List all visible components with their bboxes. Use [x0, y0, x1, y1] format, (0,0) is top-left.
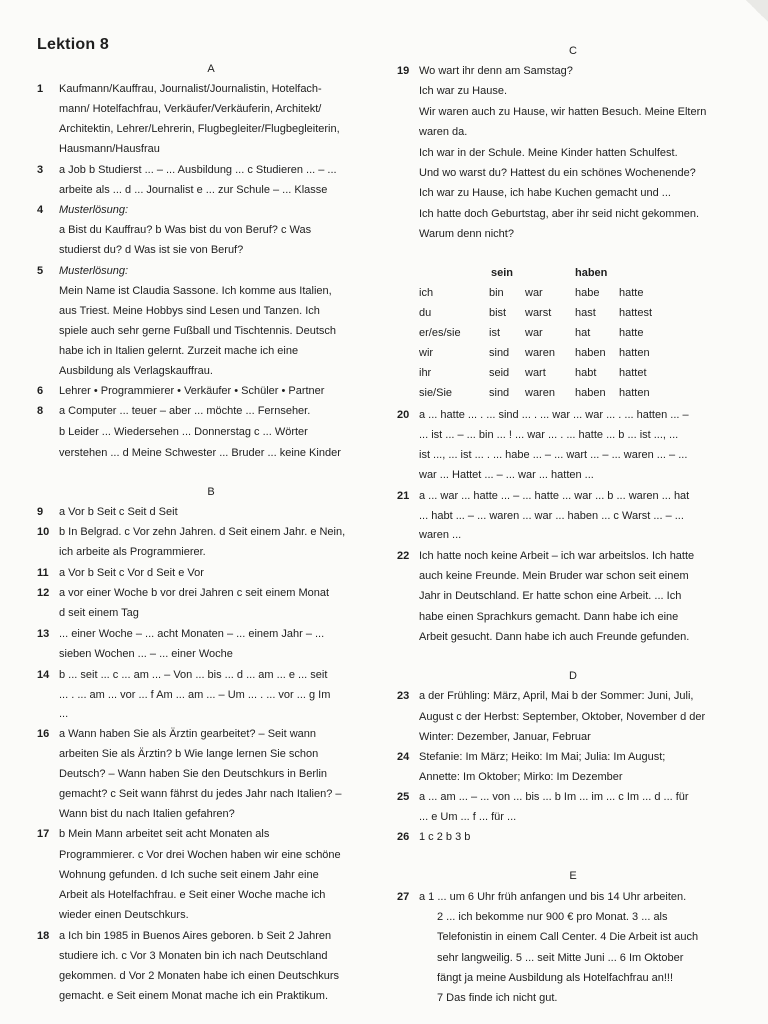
exercise-text: a ... am ... – ... von ... bis ... b Im ... im ... c Im ... d ... für — [419, 791, 689, 803]
table-cell: haben — [575, 347, 606, 359]
exercise-text: a Job b Studierst ... – ... Ausbildung ... c Studieren ... – ... — [59, 164, 337, 176]
table-header-sein: sein — [491, 267, 514, 279]
exercise-18-line-3: gekommen. d Vor 2 Monaten habe ich einen Deutschkurs — [59, 970, 340, 982]
table-cell: seid — [489, 367, 510, 379]
exercise-16-line-2: arbeiten Sie als Ärztin? b Wie lange lernen Sie schon — [59, 748, 319, 760]
exercise-number: 25 — [397, 791, 410, 803]
exercise-number: 20 — [397, 409, 410, 421]
exercise-text: a ... hatte ... . ... sind ... . ... war ... war ... . ... hatten ... – — [419, 409, 689, 421]
exercise-text: ... einer Woche – ... acht Monaten – ... einem Jahr – ... — [59, 628, 325, 640]
exercise-number: 22 — [397, 550, 410, 562]
exercise-22-line-5: Arbeit gesucht. Dann habe ich auch Freunde gefunden. — [419, 631, 690, 643]
exercise-5-line-4: spiele auch sehr gerne Fußball und Tischtennis. Deutsch — [59, 325, 336, 337]
table-cell: habt — [575, 367, 597, 379]
exercise-number: 1 — [37, 83, 44, 95]
table-cell: hattet — [619, 367, 647, 379]
exercise-1-line-4: Hausmann/Hausfrau — [59, 143, 160, 155]
exercise-number: 23 — [397, 690, 410, 702]
exercise-19-line-9: Warum denn nicht? — [419, 228, 514, 240]
exercise-27-line-6: 7 Das finde ich nicht gut. — [437, 992, 558, 1004]
exercise-text: b ... seit ... c ... am ... – Von ... bis ... d ... am ... e ... seit — [59, 669, 328, 681]
exercise-number: 11 — [37, 567, 49, 579]
table-cell: wir — [419, 347, 434, 359]
exercise-16-line-4: gemacht? c Seit wann fährst du jedes Jahr nach Italien? – — [59, 788, 342, 800]
section-e-heading: E — [569, 870, 577, 882]
table-cell: hatten — [619, 387, 650, 399]
exercise-22-line-2: auch keine Freunde. Mein Bruder war schon seit einem — [419, 570, 689, 582]
exercise-21-line-2: ... habt ... – ... waren ... war ... haben ... c Warst ... – ... — [419, 510, 684, 522]
table-cell: bist — [489, 307, 507, 319]
exercise-18-line-2: studiere ich. c Vor 3 Monaten bin ich nach Deutschland — [59, 950, 328, 962]
exercise-text: a vor einer Woche b vor drei Jahren c seit einem Monat — [59, 587, 330, 599]
exercise-27-line-5: fängt ja meine Ausbildung als Hotelfachfrau an!!! — [437, 972, 674, 984]
exercise-19-line-5: Ich war in der Schule. Meine Kinder hatten Schulfest. — [419, 147, 678, 159]
exercise-number: 19 — [397, 65, 410, 77]
exercise-text: a der Frühling: März, April, Mai b der Sommer: Juni, Juli, — [419, 690, 694, 702]
exercise-17-line-5: wieder einen Deutschkurs. — [59, 909, 189, 921]
exercise-5-line-6: Ausbildung als Verlagskauffrau. — [59, 365, 213, 377]
exercise-text: a Wann haben Sie als Ärztin gearbeitet? – Seit wann — [59, 728, 317, 740]
exercise-20-line-4: war ... Hattet ... – ... war ... hatten ... — [419, 469, 594, 481]
exercise-1-line-3: Architektin, Lehrer/Lehrerin, Flugbegleiter/Flugbegleiterin, — [59, 123, 340, 135]
section-c-heading: C — [569, 45, 577, 57]
table-cell: ihr — [419, 367, 432, 379]
exercise-number: 9 — [37, 506, 44, 518]
exercise-27-line-3: Telefonistin in einem Call Center. 4 Die Arbeit ist auch — [437, 931, 699, 943]
table-cell: waren — [525, 347, 555, 359]
exercise-text: Stefanie: Im März; Heiko: Im Mai; Julia: Im August; — [419, 751, 666, 763]
exercise-text: 1 c 2 b 3 b — [419, 831, 471, 843]
exercise-8-line-2: b Leider ... Wiedersehen ... Donnerstag c ... Wörter — [59, 426, 308, 438]
table-header-haben: haben — [575, 267, 608, 279]
table-cell: wart — [525, 367, 546, 379]
exercise-17-line-4: Arbeit als Hotelfachfrau. e Seit einer Woche mache ich — [59, 889, 326, 901]
exercise-19-line-3: Wir waren auch zu Hause, wir hatten Besuch. Meine Eltern — [419, 106, 707, 118]
table-cell: war — [525, 287, 543, 299]
exercise-number: 27 — [397, 891, 410, 903]
exercise-text: a Computer ... teuer – aber ... möchte ... Fernseher. — [59, 405, 311, 417]
exercise-text: Ich hatte noch keine Arbeit – ich war arbeitslos. Ich hatte — [419, 550, 695, 562]
exercise-text: Wo wart ihr denn am Samstag? — [419, 65, 573, 77]
exercise-25-line-2: ... e Um ... f ... für ... — [419, 811, 517, 823]
table-cell: ist — [489, 327, 500, 339]
exercise-17-line-2: Programmierer. c Vor drei Wochen haben wir eine schöne — [59, 849, 341, 861]
table-cell: waren — [525, 387, 555, 399]
table-cell: sie/Sie — [419, 387, 453, 399]
exercise-number: 4 — [37, 204, 44, 216]
exercise-text: Lehrer • Programmierer • Verkäufer • Schüler • Partner — [59, 385, 325, 397]
exercise-text: b Mein Mann arbeitet seit acht Monaten als — [59, 828, 270, 840]
table-cell: bin — [489, 287, 504, 299]
exercise-text: a Vor b Seit c Seit d Seit — [59, 506, 178, 518]
table-cell: hattest — [619, 307, 653, 319]
exercise-18-line-4: gemacht. e Seit einem Monat mache ich ein Praktikum. — [59, 990, 329, 1002]
exercise-16-line-3: Deutsch? – Wann haben Sie den Deutschkurs in Berlin — [59, 768, 328, 780]
exercise-text: b In Belgrad. c Vor zehn Jahren. d Seit einem Jahr. e Nein, — [59, 526, 346, 538]
exercise-21-line-3: waren ... — [419, 529, 462, 541]
exercise-number: 16 — [37, 728, 50, 740]
exercise-13-line-2: sieben Wochen ... – ... einer Woche — [59, 648, 233, 660]
table-cell: sind — [489, 347, 510, 359]
exercise-text: a 1 ... um 6 Uhr früh anfangen und bis 14 Uhr arbeiten. — [419, 891, 687, 903]
exercise-number: 13 — [37, 628, 50, 640]
table-cell: du — [419, 307, 432, 319]
table-cell: hat — [575, 327, 591, 339]
exercise-number: 17 — [37, 828, 50, 840]
exercise-27-line-4: sehr langweilig. 5 ... seit Mitte Juni ... 6 Im Oktober — [437, 952, 684, 964]
table-cell: hatten — [619, 347, 650, 359]
exercise-8-line-3: verstehen ... d Meine Schwester ... Bruder ... keine Kinder — [59, 447, 341, 459]
section-a-heading: A — [207, 63, 215, 75]
exercise-number: 26 — [397, 831, 410, 843]
table-cell: habe — [575, 287, 600, 299]
table-cell: war — [525, 327, 543, 339]
exercise-number: 12 — [37, 587, 50, 599]
conjugation-table — [419, 266, 739, 406]
page-corner-fold — [746, 0, 768, 22]
exercise-19-line-2: Ich war zu Hause. — [419, 85, 508, 97]
exercise-17-line-3: Wohnung gefunden. d Ich suche seit einem Jahr eine — [59, 869, 319, 881]
exercise-24-line-2: Annette: Im Oktober; Mirko: Im Dezember — [419, 771, 623, 783]
table-cell: sind — [489, 387, 510, 399]
exercise-number: 18 — [37, 930, 50, 942]
exercise-number: 5 — [37, 265, 44, 277]
exercise-1-line-2: mann/ Hotelfachfrau, Verkäufer/Verkäuferin, Architekt/ — [59, 103, 322, 115]
exercise-19-line-8: Ich hatte doch Geburtstag, aber ihr seid nicht gekommen. — [419, 208, 700, 220]
exercise-number: 24 — [397, 751, 410, 763]
exercise-19-line-7: Ich war zu Hause, ich habe Kuchen gemacht und ... — [419, 187, 671, 199]
exercise-27-line-2: 2 ... ich bekomme nur 900 € pro Monat. 3 ... als — [437, 911, 668, 923]
exercise-19-line-4: waren da. — [419, 126, 468, 138]
exercise-number: 14 — [37, 669, 50, 681]
section-d-heading: D — [569, 670, 577, 682]
exercise-text: a Vor b Seit c Vor d Seit e Vor — [59, 567, 204, 579]
page-title: Lektion 8 — [37, 36, 110, 53]
exercise-number: 6 — [37, 385, 44, 397]
exercise-23-line-3: Winter: Dezember, Januar, Februar — [419, 731, 591, 743]
exercise-number: 21 — [397, 490, 410, 502]
exercise-14-line-3: ... — [59, 708, 69, 720]
exercise-text: Musterlösung: — [59, 265, 129, 277]
exercise-23-line-2: August c der Herbst: September, Oktober, November d der — [419, 711, 706, 723]
exercise-22-line-3: Jahr in Deutschland. Er hatte schon eine Arbeit. ... Ich — [419, 590, 682, 602]
table-cell: er/es/sie — [419, 327, 461, 339]
exercise-20-line-2: ... ist ... – ... bin ... ! ... war ... . ... hatte ... b ... ist ..., ... — [419, 429, 679, 441]
table-cell: warst — [525, 307, 552, 319]
exercise-text: a Ich bin 1985 in Buenos Aires geboren. b Seit 2 Jahren — [59, 930, 332, 942]
exercise-10-line-2: ich arbeite als Programmierer. — [59, 546, 206, 558]
exercise-3-line-2: arbeite als ... d ... Journalist e ... zur Schule – ... Klasse — [59, 184, 328, 196]
exercise-text: Kaufmann/Kauffrau, Journalist/Journalistin, Hotelfach- — [59, 83, 322, 95]
exercise-number: 10 — [37, 526, 50, 538]
exercise-19-line-6: Und wo warst du? Hattest du ein schönes Wochenende? — [419, 167, 696, 179]
table-cell: hast — [575, 307, 596, 319]
exercise-number: 3 — [37, 164, 44, 176]
exercise-4-line-3: studierst du? d Was ist sie von Beruf? — [59, 244, 244, 256]
exercise-5-line-5: habe ich in Italien gelernt. Zurzeit mache ich eine — [59, 345, 299, 357]
table-cell: haben — [575, 387, 606, 399]
exercise-number: 8 — [37, 405, 44, 417]
exercise-14-line-2: ... . ... am ... vor ... f Am ... am ... – Um ... . ... vor ... g Im — [59, 689, 331, 701]
exercise-text: Musterlösung: — [59, 204, 129, 216]
table-cell: hatte — [619, 327, 644, 339]
exercise-16-line-5: Wann bist du nach Italien gefahren? — [59, 808, 235, 820]
exercise-20-line-3: ist ..., ... ist ... . ... habe ... – ... wart ... – ... waren ... – ... — [419, 449, 688, 461]
exercise-12-line-2: d seit einem Tag — [59, 607, 139, 619]
section-b-heading: B — [207, 486, 215, 498]
exercise-5-line-2: Mein Name ist Claudia Sassone. Ich komme aus Italien, — [59, 285, 332, 297]
exercise-5-line-3: aus Triest. Meine Hobbys sind Lesen und Tanzen. Ich — [59, 305, 320, 317]
exercise-22-line-4: habe einen Sprachkurs gemacht. Dann habe ich eine — [419, 611, 679, 623]
table-cell: hatte — [619, 287, 644, 299]
table-cell: ich — [419, 287, 434, 299]
exercise-text: a ... war ... hatte ... – ... hatte ... war ... b ... waren ... hat — [419, 490, 690, 502]
exercise-4-line-2: a Bist du Kauffrau? b Was bist du von Beruf? c Was — [59, 224, 312, 236]
